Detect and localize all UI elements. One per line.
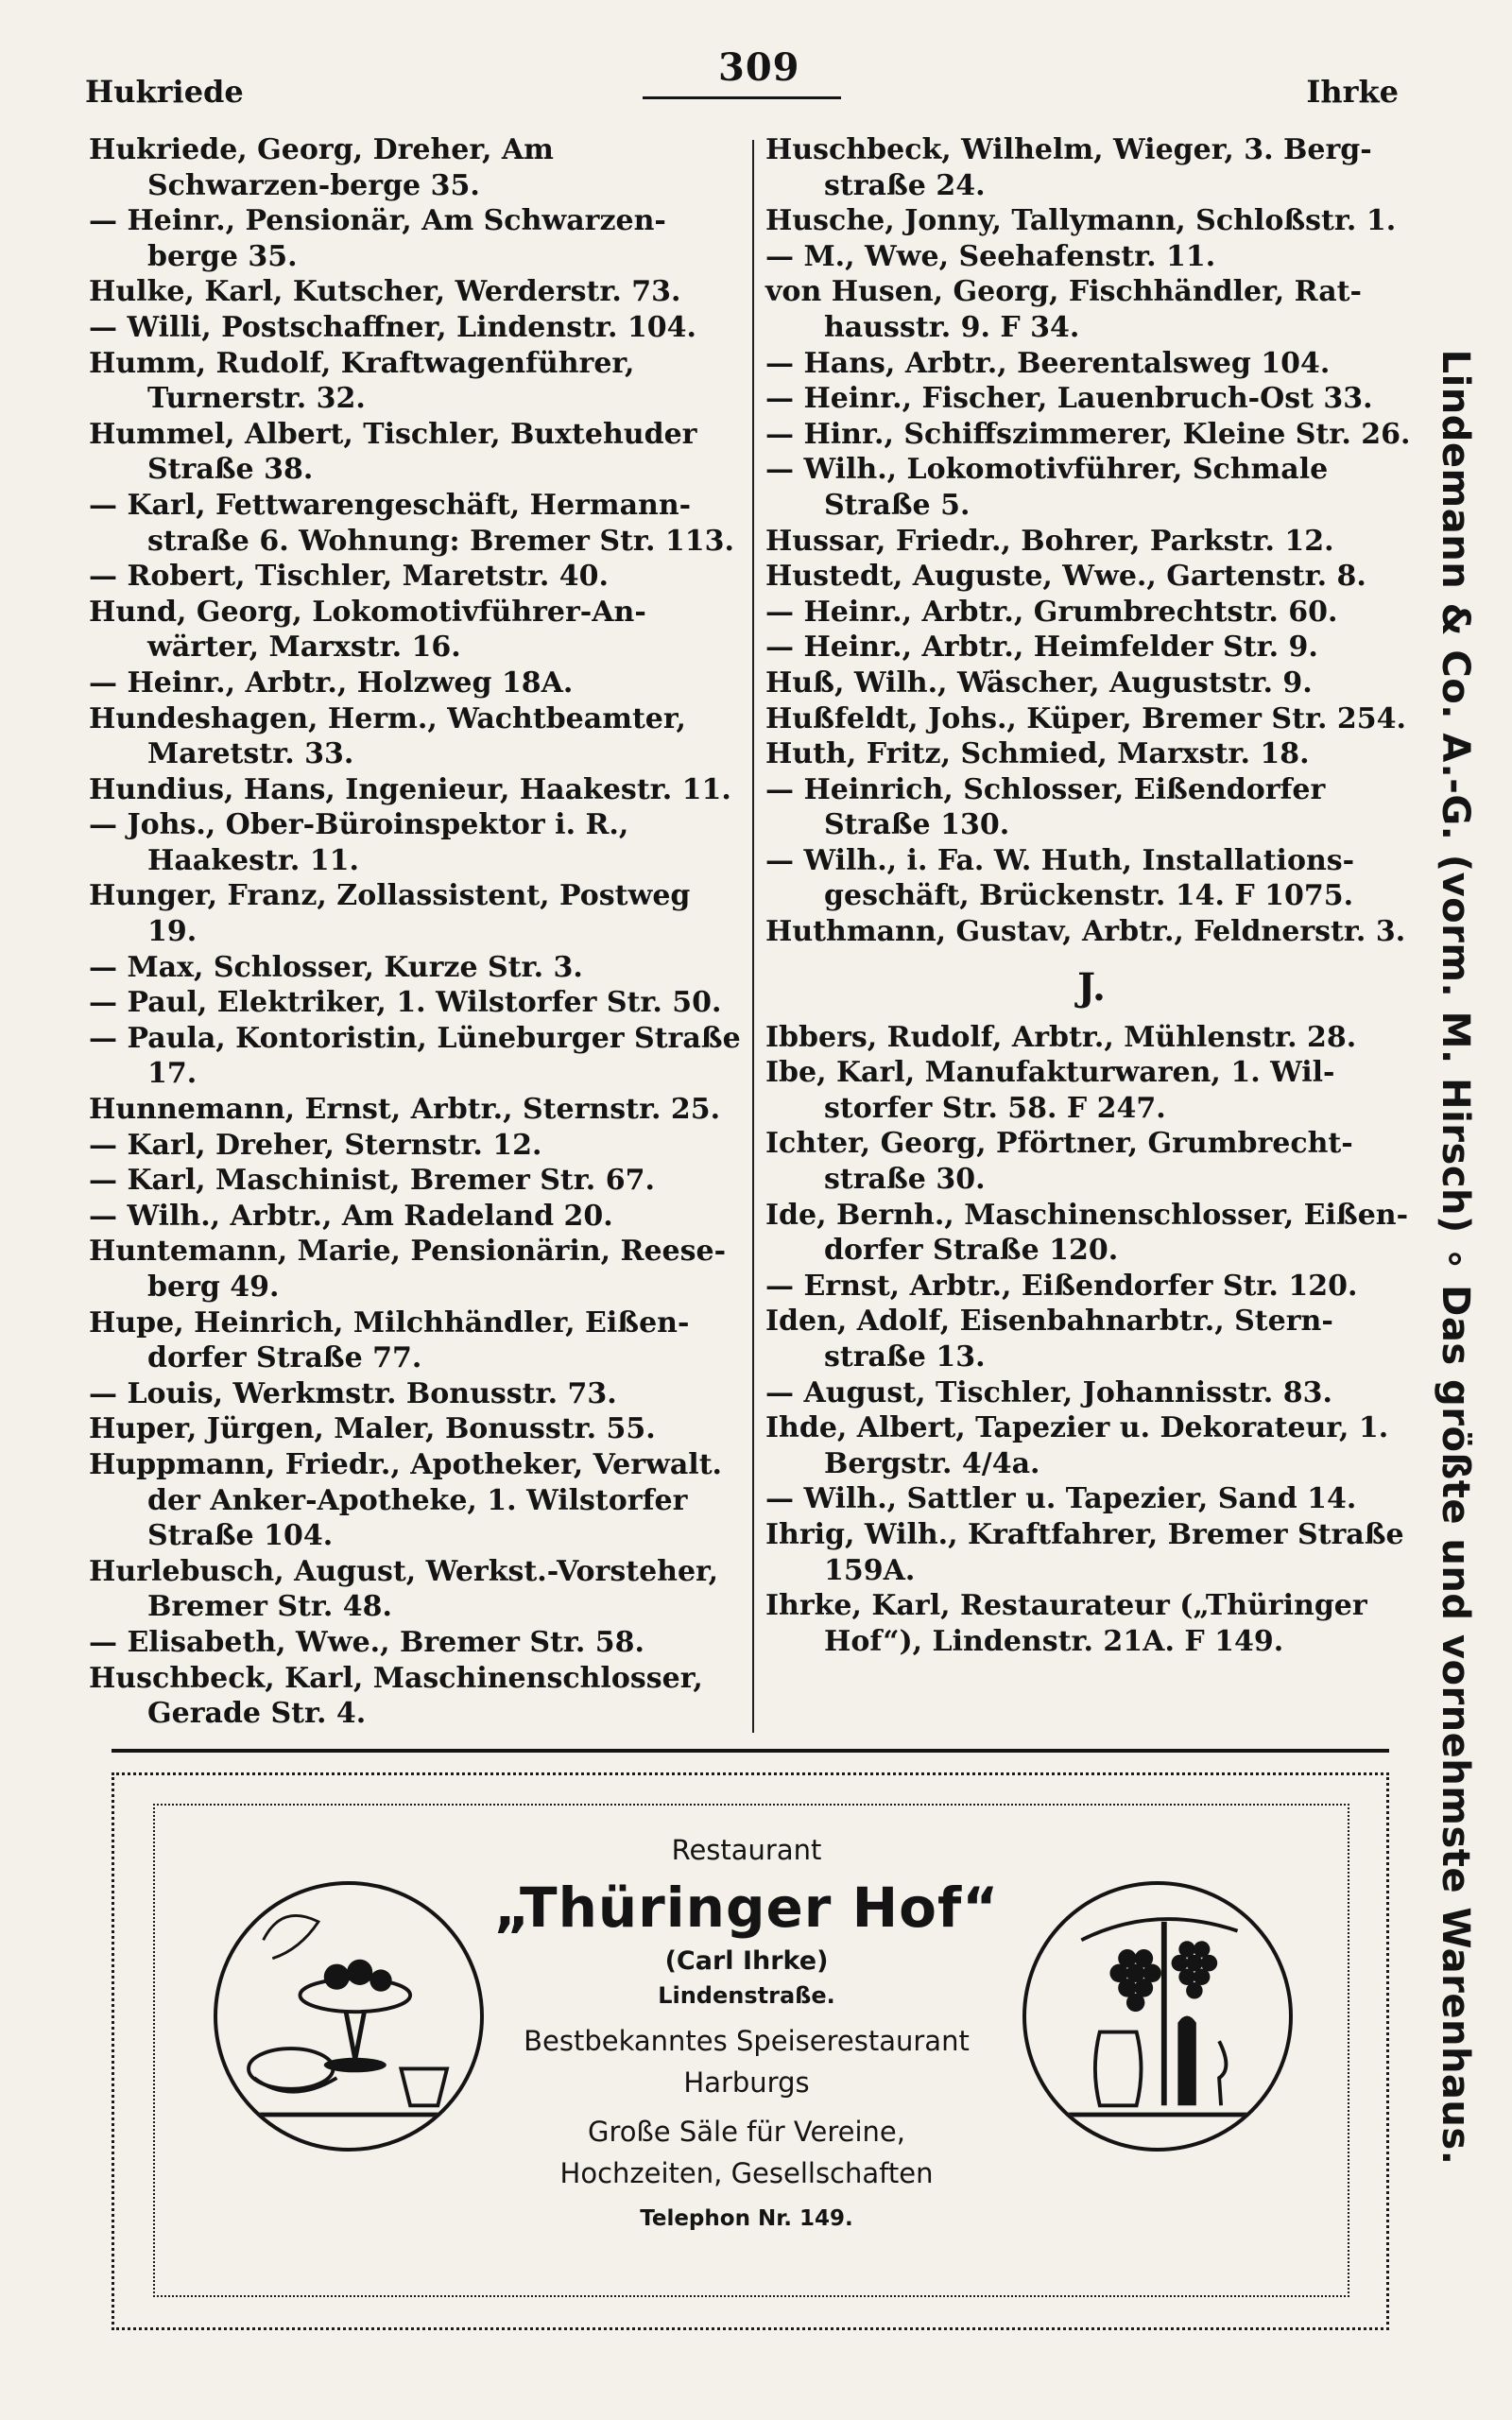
advertisement-top-rule xyxy=(112,1749,1389,1753)
directory-entry: — Hans, Arbtr., Beerentalsweg 104. xyxy=(765,346,1331,380)
grapes-wine-illustration-icon xyxy=(1026,1885,1289,2148)
directory-entry: Huppmann, Friedr., Apotheker, Verwalt. der Anker-Apotheke, 1. Wilstorfer Straße 104. xyxy=(89,1447,723,1553)
directory-entry: Hurlebusch, August, Werkst.-Vorsteher, Bremer Str. 48. xyxy=(89,1554,719,1624)
page-number-rule xyxy=(643,96,841,99)
vertical-side-advertisement xyxy=(1418,349,1493,2166)
directory-entry: — Heinr., Arbtr., Grumbrechtstr. 60. xyxy=(765,595,1338,629)
directory-entry: — M., Wwe, Seehafenstr. 11. xyxy=(765,239,1216,273)
directory-entry: — Louis, Werkmstr. Bonusstr. 73. xyxy=(89,1376,617,1410)
directory-entry: Hussar, Friedr., Bohrer, Parkstr. 12. xyxy=(765,524,1334,558)
directory-entry: Huschbeck, Karl, Maschinenschlosser, Gerade Str. 4. xyxy=(89,1661,703,1731)
running-head-left: Hukriede xyxy=(85,74,244,110)
directory-entry: Huntemann, Marie, Pensionärin, Reese-berg 49. xyxy=(89,1235,727,1304)
directory-entry: Hustedt, Auguste, Wwe., Gartenstr. 8. xyxy=(765,560,1366,594)
grapes-and-wine-illustration xyxy=(1022,1881,1293,2152)
ad-line-street: Lindenstraße. xyxy=(658,1982,835,2009)
directory-entry: — Ernst, Arbtr., Eißendorfer Str. 120. xyxy=(765,1269,1358,1303)
directory-entry: — Karl, Fettwarengeschäft, Hermann-straße 6. Wohnung: Bremer Str. 113. xyxy=(89,488,734,558)
directory-entry: — Elisabeth, Wwe., Bremer Str. 58. xyxy=(89,1625,644,1659)
directory-entry: Huper, Jürgen, Maler, Bonusstr. 55. xyxy=(89,1412,656,1446)
directory-entry: — Heinrich, Schlosser, Eißendorfer Straße 130. xyxy=(765,772,1326,842)
side-ad-text: Lindemann & Co. A.-G. (vorm. M. Hirsch) ∘ Das größte und vornehmste Warenhaus. xyxy=(1434,349,1477,2166)
page-number: 309 xyxy=(718,45,800,90)
directory-entry: Hunger, Franz, Zollassistent, Postweg 19. xyxy=(89,879,691,949)
directory-entry: Hundeshagen, Herm., Wachtbeamter, Maretstr. 33. xyxy=(89,701,686,771)
directory-entry: Ihrig, Wilh., Kraftfahrer, Bremer Straße 159A. xyxy=(765,1517,1404,1587)
directory-entry: Iden, Adolf, Eisenbahnarbtr., Stern-straße 13. xyxy=(765,1305,1333,1374)
food-platter-illustration-icon xyxy=(217,1885,480,2148)
directory-column-right xyxy=(765,132,1418,1659)
directory-entry: Huschbeck, Wilhelm, Wieger, 3. Berg-straße 24. xyxy=(765,133,1372,202)
directory-entry: — Johs., Ober-Büroinspektor i. R., Haakestr. 11. xyxy=(89,808,629,877)
directory-entry: — Max, Schlosser, Kurze Str. 3. xyxy=(89,950,583,984)
directory-entry: — Wilh., Arbtr., Am Radeland 20. xyxy=(89,1199,613,1233)
directory-entry: Husche, Jonny, Tallymann, Schloßstr. 1. xyxy=(765,204,1397,238)
restaurant-advertisement xyxy=(491,1829,1002,2239)
directory-entry: — Hinr., Schiffszimmerer, Kleine Str. 26. xyxy=(765,417,1411,451)
directory-entry: — Paula, Kontoristin, Lüneburger Straße 17. xyxy=(89,1021,741,1091)
directory-entry: Huß, Wilh., Wäscher, Auguststr. 9. xyxy=(765,666,1313,700)
page-header xyxy=(85,45,1399,112)
directory-entry: — Heinr., Arbtr., Holzweg 18A. xyxy=(89,666,574,700)
directory-entry: Hußfeldt, Johs., Küper, Bremer Str. 254. xyxy=(765,701,1406,735)
directory-entry: Hupe, Heinrich, Milchhändler, Eißen-dorfer Straße 77. xyxy=(89,1305,690,1375)
directory-entry: — Heinr., Pensionär, Am Schwarzen-berge 35. xyxy=(89,204,666,273)
ad-line-events: Hochzeiten, Gesellschaften xyxy=(559,2157,934,2189)
directory-entry: Hulke, Karl, Kutscher, Werderstr. 73. xyxy=(89,275,681,309)
directory-entry: Ihde, Albert, Tapezier u. Dekorateur, 1. Bergstr. 4/4a. xyxy=(765,1411,1389,1480)
directory-entry: Hunnemann, Ernst, Arbtr., Sternstr. 25. xyxy=(89,1093,721,1127)
directory-entry: — Karl, Dreher, Sternstr. 12. xyxy=(89,1128,542,1162)
directory-entry: Hund, Georg, Lokomotivführer-An-wärter, Marxstr. 16. xyxy=(89,595,646,665)
directory-entry: Hukriede, Georg, Dreher, Am Schwarzen-berge 35. xyxy=(89,133,554,202)
directory-entry: — Paul, Elektriker, 1. Wilstorfer Str. 50. xyxy=(89,986,722,1020)
directory-entry: — Heinr., Fischer, Lauenbruch-Ost 33. xyxy=(765,382,1373,416)
directory-entry: — Karl, Maschinist, Bremer Str. 67. xyxy=(89,1164,655,1198)
directory-entry: Humm, Rudolf, Kraftwagenführer, Turnerstr. 32. xyxy=(89,346,635,416)
directory-entry: — Wilh., Sattler u. Tapezier, Sand 14. xyxy=(765,1482,1357,1516)
ad-line-slogan: Bestbekanntes Speiserestaurant xyxy=(524,2025,970,2057)
directory-entry: — Wilh., i. Fa. W. Huth, Installations-geschäft, Brückenstr. 14. F 1075. xyxy=(765,843,1355,913)
directory-entry: Huthmann, Gustav, Arbtr., Feldnerstr. 3. xyxy=(765,915,1406,949)
directory-entry: Ide, Bernh., Maschinenschlosser, Eißen-dorfer Straße 120. xyxy=(765,1198,1409,1268)
directory-entry: Ibe, Karl, Manufakturwaren, 1. Wil-storfer Str. 58. F 247. xyxy=(765,1056,1335,1125)
ad-line-telephone: Telephon Nr. 149. xyxy=(640,2206,853,2231)
directory-entry: Huth, Fritz, Schmied, Marxstr. 18. xyxy=(765,737,1310,771)
running-head-right: Ihrke xyxy=(1306,74,1399,110)
directory-entry: Hummel, Albert, Tischler, Buxtehuder Straße 38. xyxy=(89,417,697,487)
directory-entry: — Willi, Postschaffner, Lindenstr. 104. xyxy=(89,310,696,344)
directory-entry: Ihrke, Karl, Restaurateur („Thüringer Hof“), Lindenstr. 21A. F 149. xyxy=(765,1589,1367,1658)
directory-entry: — Heinr., Arbtr., Heimfelder Str. 9. xyxy=(765,631,1318,665)
directory-entry: — Robert, Tischler, Maretstr. 40. xyxy=(89,560,609,594)
directory-entry: von Husen, Georg, Fischhändler, Rat-hausstr. 9. F 34. xyxy=(765,275,1362,344)
directory-entry: Hundius, Hans, Ingenieur, Haakestr. 11. xyxy=(89,772,731,806)
ad-line-name: „Thüringer Hof“ xyxy=(493,1876,1000,1940)
ad-line-restaurant: Restaurant xyxy=(671,1834,822,1866)
ad-line-halls: Große Säle für Vereine, xyxy=(588,2116,905,2148)
ad-line-city: Harburgs xyxy=(683,2066,810,2099)
section-letter: J. xyxy=(1077,964,1106,1010)
directory-column-left xyxy=(89,132,741,1732)
column-divider xyxy=(752,140,754,1733)
banquet-illustration xyxy=(214,1881,484,2152)
directory-entry: — Wilh., Lokomotivführer, Schmale Straße 5. xyxy=(765,453,1329,522)
directory-entry: Ichter, Georg, Pförtner, Grumbrecht-straße 30. xyxy=(765,1127,1353,1197)
directory-entry: — August, Tischler, Johannisstr. 83. xyxy=(765,1375,1332,1409)
ad-line-owner: (Carl Ihrke) xyxy=(664,1946,829,1976)
directory-entry: Ibbers, Rudolf, Arbtr., Mühlenstr. 28. xyxy=(765,1020,1357,1054)
